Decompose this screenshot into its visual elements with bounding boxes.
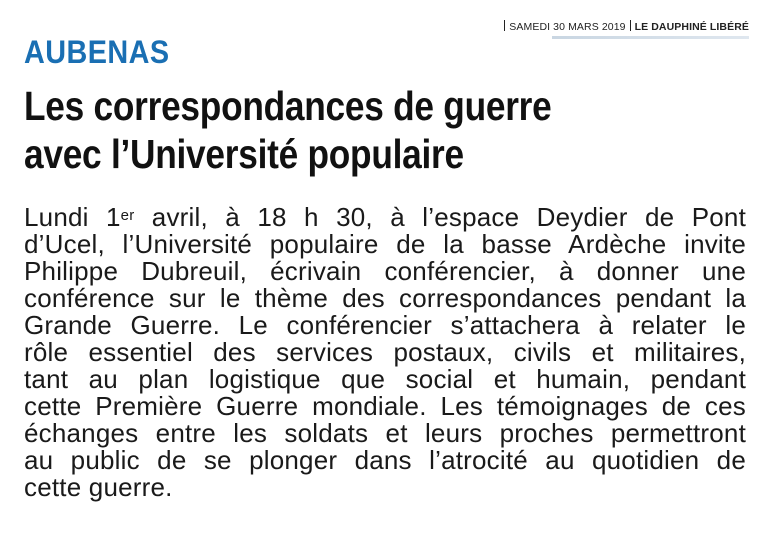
masthead-divider (630, 20, 631, 31)
body-line: Grande Guerre. Le conférencier s’attachera à relater le (24, 310, 746, 340)
headline-line: Les correspondances de guerre (24, 83, 552, 129)
body-line: tant au plan logistique que social et humain, pendant (24, 364, 746, 394)
body-line: échanges entre les soldats et leurs proches permettront (24, 418, 746, 448)
article-headline (24, 82, 643, 178)
masthead (504, 20, 749, 33)
headline-line: avec l’Université populaire (24, 131, 464, 177)
masthead-rule (552, 36, 749, 39)
publication-date: SAMEDI 30 MARS 2019 (509, 21, 626, 33)
body-line: cette guerre. (24, 472, 173, 502)
body-text: avril, à 18 h 30, à l’espace Deydier de Pont (134, 202, 747, 232)
ordinal-superscript: er (120, 207, 135, 224)
body-line: d’Ucel, l’Université populaire de la basse Ardèche invite (24, 229, 746, 259)
body-line (24, 204, 746, 231)
body-line: cette Première Guerre mondiale. Les témoignages de ces (24, 391, 746, 421)
body-text: Lundi 1 (24, 202, 121, 232)
body-line: rôle essentiel des services postaux, civils et militaires, (24, 337, 746, 367)
section-kicker: AUBENAS (24, 34, 170, 70)
article-body (24, 204, 746, 501)
masthead-divider (504, 20, 505, 31)
newspaper-name: LE DAUPHINÉ LIBÉRÉ (634, 21, 749, 33)
body-line: Philippe Dubreuil, écrivain conférencier, à donner une (24, 256, 746, 286)
body-line: au public de se plonger dans l’atrocité au quotidien de (24, 445, 746, 475)
body-line: conférence sur le thème des correspondances pendant la (24, 283, 746, 313)
